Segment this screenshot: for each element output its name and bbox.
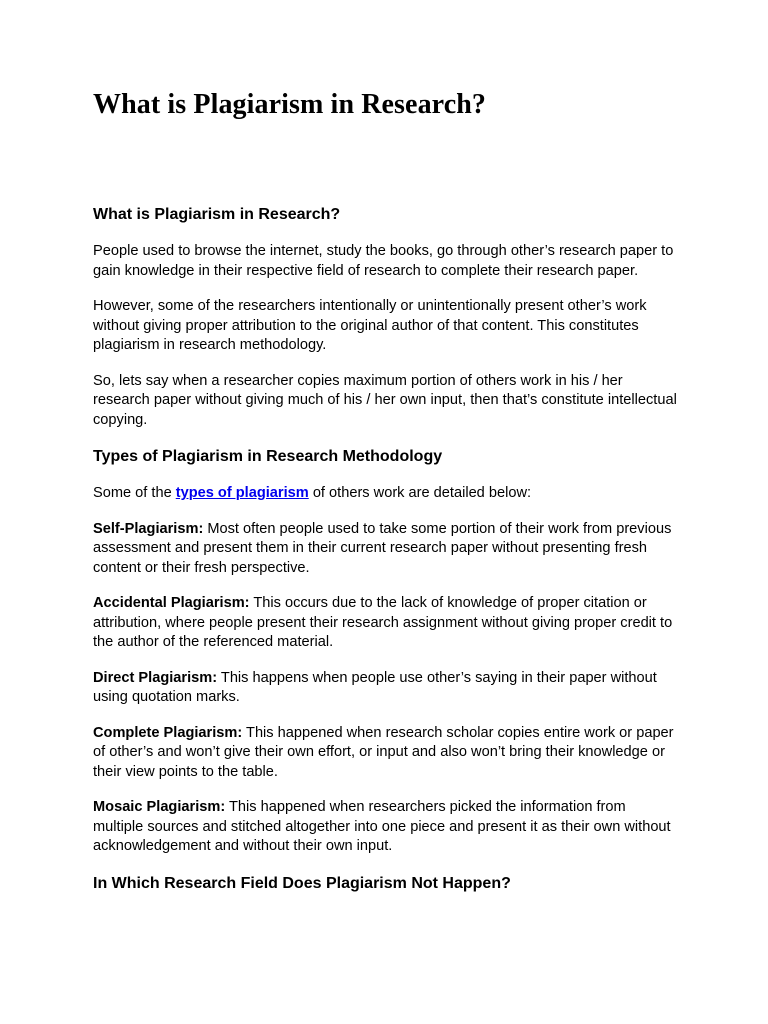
types-of-plagiarism-link[interactable]: types of plagiarism [175,485,309,501]
paragraph-attribution: However, some of the researchers intentionally or unintentionally present other’s work without giving proper attribution to the original author of that content. This constitutes plagiarism in research methodology. [93,298,647,353]
type-description: This happened when research scholar copies entire work or paper of other’s and won’t give their own effort, or input and also won’t bring their knowledge or their view points to the table. [93,724,674,780]
types-intro-after: of others work are detailed below: [308,485,532,501]
type-term: Accidental Plagiarism: [93,595,250,611]
type-description: This happens when people use other’s saying in their paper without using quotation marks. [93,669,657,705]
type-direct-plagiarism [93,669,678,708]
type-accidental-plagiarism [93,594,678,653]
paragraph-types-intro [93,484,678,504]
type-description: This happened when researchers picked the information from multiple sources and stitched altogether into one piece and present it as their own without acknowledgement and without their own input. [93,799,671,854]
section-heading-what-is-plagiarism: What is Plagiarism in Research? [93,206,341,223]
document-body [93,204,678,911]
paragraph-intro: People used to browse the internet, study the books, go through other’s research paper to gain knowledge in their respective field of research to complete their research paper. [93,243,674,279]
types-intro-before: Some of the [93,485,176,501]
type-self-plagiarism [93,520,678,579]
type-term: Direct Plagiarism: [93,669,218,686]
paragraph-intellectual-copying: So, lets say when a researcher copies maximum portion of others work in his / her research paper without giving much of his / her own input, then that’s constitute intellectual copying. [93,372,677,428]
type-description: This occurs due to the lack of knowledge of proper citation or attribution, where people present their research assignment without giving proper credit to the author of the referenced material. [93,595,673,650]
type-mosaic-plagiarism [93,798,678,857]
type-term: Complete Plagiarism: [93,724,243,741]
type-description: Most often people used to take some portion of their work from previous assessment and present them in their current research paper without presenting fresh content or their fresh perspective. [93,520,672,576]
document-title: What is Plagiarism in Research? [93,89,487,120]
type-term: Self-Plagiarism: [93,520,204,537]
section-heading-research-field: In Which Research Field Does Plagiarism Not Happen? [93,874,511,892]
type-term: Mosaic Plagiarism: [93,799,226,815]
type-complete-plagiarism [93,724,678,783]
section-heading-types: Types of Plagiarism in Research Methodology [93,448,443,465]
